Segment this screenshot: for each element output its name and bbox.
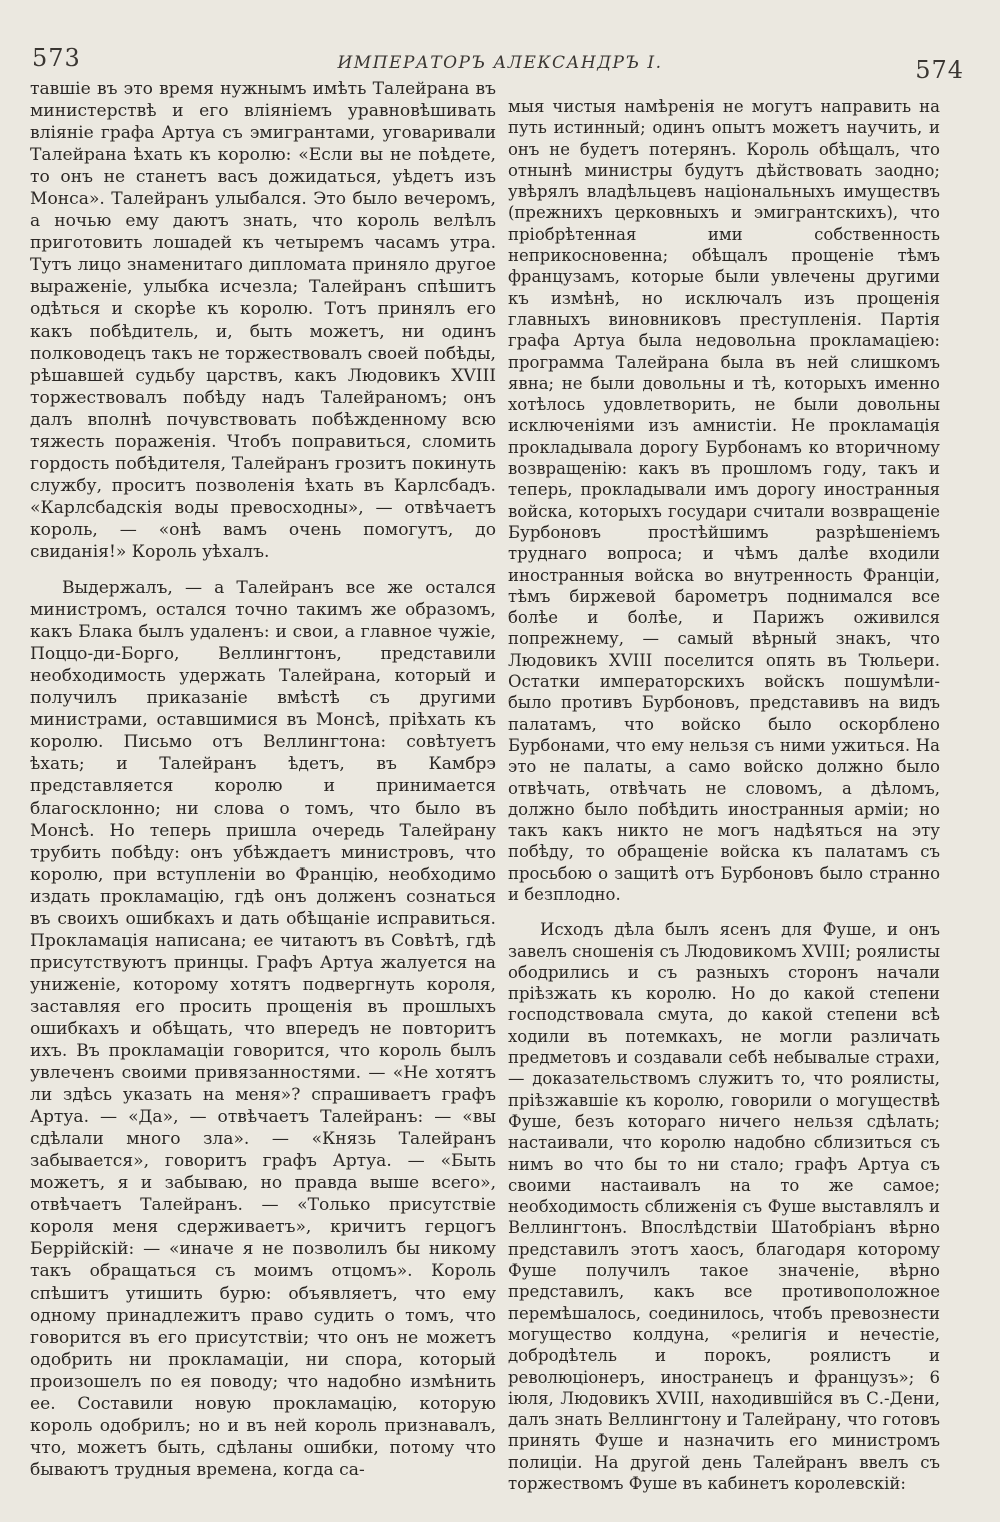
right-page-number: 574 [915,56,964,84]
paragraph: Выдержалъ, — а Талейранъ все же остался министромъ, остался точно такимъ же образомъ, какъ Блака былъ удаленъ: и свои, а главное чужіе, Поццо-ди-Борго, Веллингтонъ, представили необходимость удержать Талейрана, который и получилъ приказаніе вмѣстѣ съ другими министрами, оставшимися въ Монсѣ, пріѣхать къ королю. Письмо отъ Веллингтона: совѣтуетъ ѣхать; и Талейранъ ѣдетъ, въ Камбрэ представляется королю и принимается благосклонно; ни слова о томъ, что было въ Монсѣ. Но теперь пришла очередь Талейрану трубить побѣду: онъ убѣждаетъ министровъ, что королю, при вступленіи во Францію, необходимо издать прокламацію, гдѣ онъ долженъ сознаться въ своихъ ошибкахъ и дать обѣщаніе исправиться. Прокламація написана; ее читаютъ въ Совѣтѣ, гдѣ присутствуютъ принцы. Графъ Артуа жалуется на униженіе, которому хотятъ подвергнуть короля, заставляя его просить прощенія въ прошлыхъ ошибкахъ и обѣщать, что впередъ не повторитъ ихъ. Въ прокламаціи говорится, что король былъ увлеченъ своими привязанностями. — «Не хотятъ ли здѣсь указать на меня»? спрашиваетъ графъ Артуа. — «Да», — отвѣчаетъ Талейранъ: — «вы сдѣлали много зла». — «Князь Талейранъ забывается», говоритъ графъ Артуа. — «Быть можетъ, я и забываю, но правда выше всего», отвѣчаетъ Талейранъ. — «Только присутствіе короля меня сдерживаетъ», кричитъ герцогъ Беррійскій: — «иначе я не позволилъ бы никому такъ обращаться съ моимъ отцомъ». Король спѣшитъ утишить бурю: объявляетъ, что ему одному принадлежитъ право судить о томъ, что говорится въ его присутствіи; что онъ не можетъ одобрить ни прокламаціи, ни спора, который произошелъ по ея поводу; что надобно измѣнить ее. Составили новую прокламацію, которую король одобрилъ; но и въ ней король признавалъ, что, можетъ быть, сдѣланы ошибки, потому что бываютъ трудныя времена, когда са- [30,578,496,1480]
paragraph: Исходъ дѣла былъ ясенъ для Фуше, и онъ завелъ сношенія съ Людовикомъ XVIII; роялисты ободрились и съ разныхъ сторонъ начали пріѣзжать къ королю. Но до какой степени господствовала смута, до какой степени всѣ ходили въ потемкахъ, не могли различать предметовъ и создавали себѣ небывалые страхи, — доказательствомъ служитъ то, что роялисты, пріѣзжавшіе къ королю, говорили о могуществѣ Фуше, безъ котораго ничего нельзя сдѣлать; настаивали, что королю надобно сблизиться съ нимъ во что бы то ни стало; графъ Артуа съ своими настаивалъ на то же самое; необходимость сближенія съ Фуше выставлялъ и Веллингтонъ. Впослѣдствіи Шатобріанъ вѣрно представилъ этотъ хаосъ, благодаря которому Фуше получилъ такое значеніе, вѣрно представилъ, какъ все противоположное перемѣшалось, соединилось, чтобъ превознести могущество колдуна, «религія и нечестіе, добродѣтель и порокъ, роялистъ и революціонеръ, иностранецъ и французъ»; 6 іюля, Людовикъ XVIII, находившійся въ С.-Дени, далъ знать Веллингтону и Талейрану, что готовъ принять Фуше и назначить его министромъ полиціи. На другой день Талейранъ ввелъ съ торжествомъ Фуше въ кабинетъ королевскій: [508,920,940,1493]
right-text-column [508,96,940,1494]
paragraph: тавшіе въ это время нужнымъ имѣть Талейрана въ министерствѣ и его вліяніемъ уравновѣшивать вліяніе графа Артуа съ эмигрантами, уговаривали Талейрана ѣхать къ королю: «Если вы не поѣдете, то онъ не станетъ васъ дожидаться, уѣдетъ изъ Монса». Талейранъ улыбался. Это было вечеромъ, а ночью ему даютъ знать, что король велѣлъ приготовить лошадей къ четыремъ часамъ утра. Тутъ лицо знаменитаго дипломата приняло другое выраженіе, улыбка исчезла; Талейранъ спѣшитъ одѣться и скорѣе къ королю. Тотъ принялъ его какъ побѣдитель, и, быть можетъ, ни одинъ полководецъ такъ не торжествовалъ своей побѣды, рѣшавшей судьбу царствъ, какъ Людовикъ XVIII торжествовалъ побѣду надъ Талейраномъ; онъ далъ вполнѣ почувствовать побѣжденному всю тяжесть пораженія. Чтобъ поправиться, сломить гордость побѣдителя, Талейранъ грозитъ покинуть службу, проситъ позволенія ѣхать въ Карлсбадъ. «Карлсбадскія воды превосходны», — отвѣчаетъ король, — «онѣ вамъ очень помогутъ, до свиданія!» Король уѣхалъ. [30,79,496,562]
left-page-number: 573 [32,44,81,72]
paragraph: мыя чистыя намѣренія не могутъ направить на путь истинный; одинъ опытъ можетъ научить, и онъ не будетъ потерянъ. Король обѣщалъ, что отнынѣ министры будутъ дѣйствовать заодно; увѣрялъ владѣльцевъ національныхъ имуществъ (прежнихъ церковныхъ и эмигрантскихъ), что пріобрѣтенная ими собственность неприкосновенна; обѣщалъ прощеніе тѣмъ французамъ, которые были увлечены другими къ измѣнѣ, но исключалъ изъ прощенія главныхъ виновниковъ преступленія. Партія графа Артуа была недовольна прокламаціею: программа Талейрана была въ ней слишкомъ явна; не были довольны и тѣ, которыхъ именно хотѣлось удовлетворить, не были довольны исключеніями изъ амнистіи. Не прокламація прокладывала дорогу Бурбонамъ ко вторичному возвращенію: какъ въ прошломъ году, такъ и теперь, прокладывали имъ дорогу иностранныя войска, которыхъ государи считали возвращеніе Бурбоновъ простѣйшимъ разрѣшеніемъ труднаго вопроса; и чѣмъ далѣе входили иностранныя войска во внутренность Франціи, тѣмъ биржевой барометръ поднимался все болѣе и болѣе, и Парижъ оживился попрежнему, — самый вѣрный знакъ, что Людовикъ XVIII поселится опять въ Тюльери. Остатки императорскихъ войскъ пошумѣли-было противъ Бурбоновъ, представивъ на видъ палатамъ, что войско было оскорблено Бурбонами, что ему нельзя съ ними ужиться. На это не палаты, а само войско должно было отвѣчать, отвѣчать не словомъ, а дѣломъ, должно было побѣдить иностранныя арміи; но такъ какъ никто не могъ надѣяться на эту побѣду, то обращеніе войска къ палатамъ съ просьбою о защитѣ отъ Бурбоновъ было странно и безплодно. [508,97,940,904]
running-title: ИМПЕРАТОРЪ АЛЕКСАНДРЪ I. [337,53,663,73]
left-text-column [30,78,496,1481]
